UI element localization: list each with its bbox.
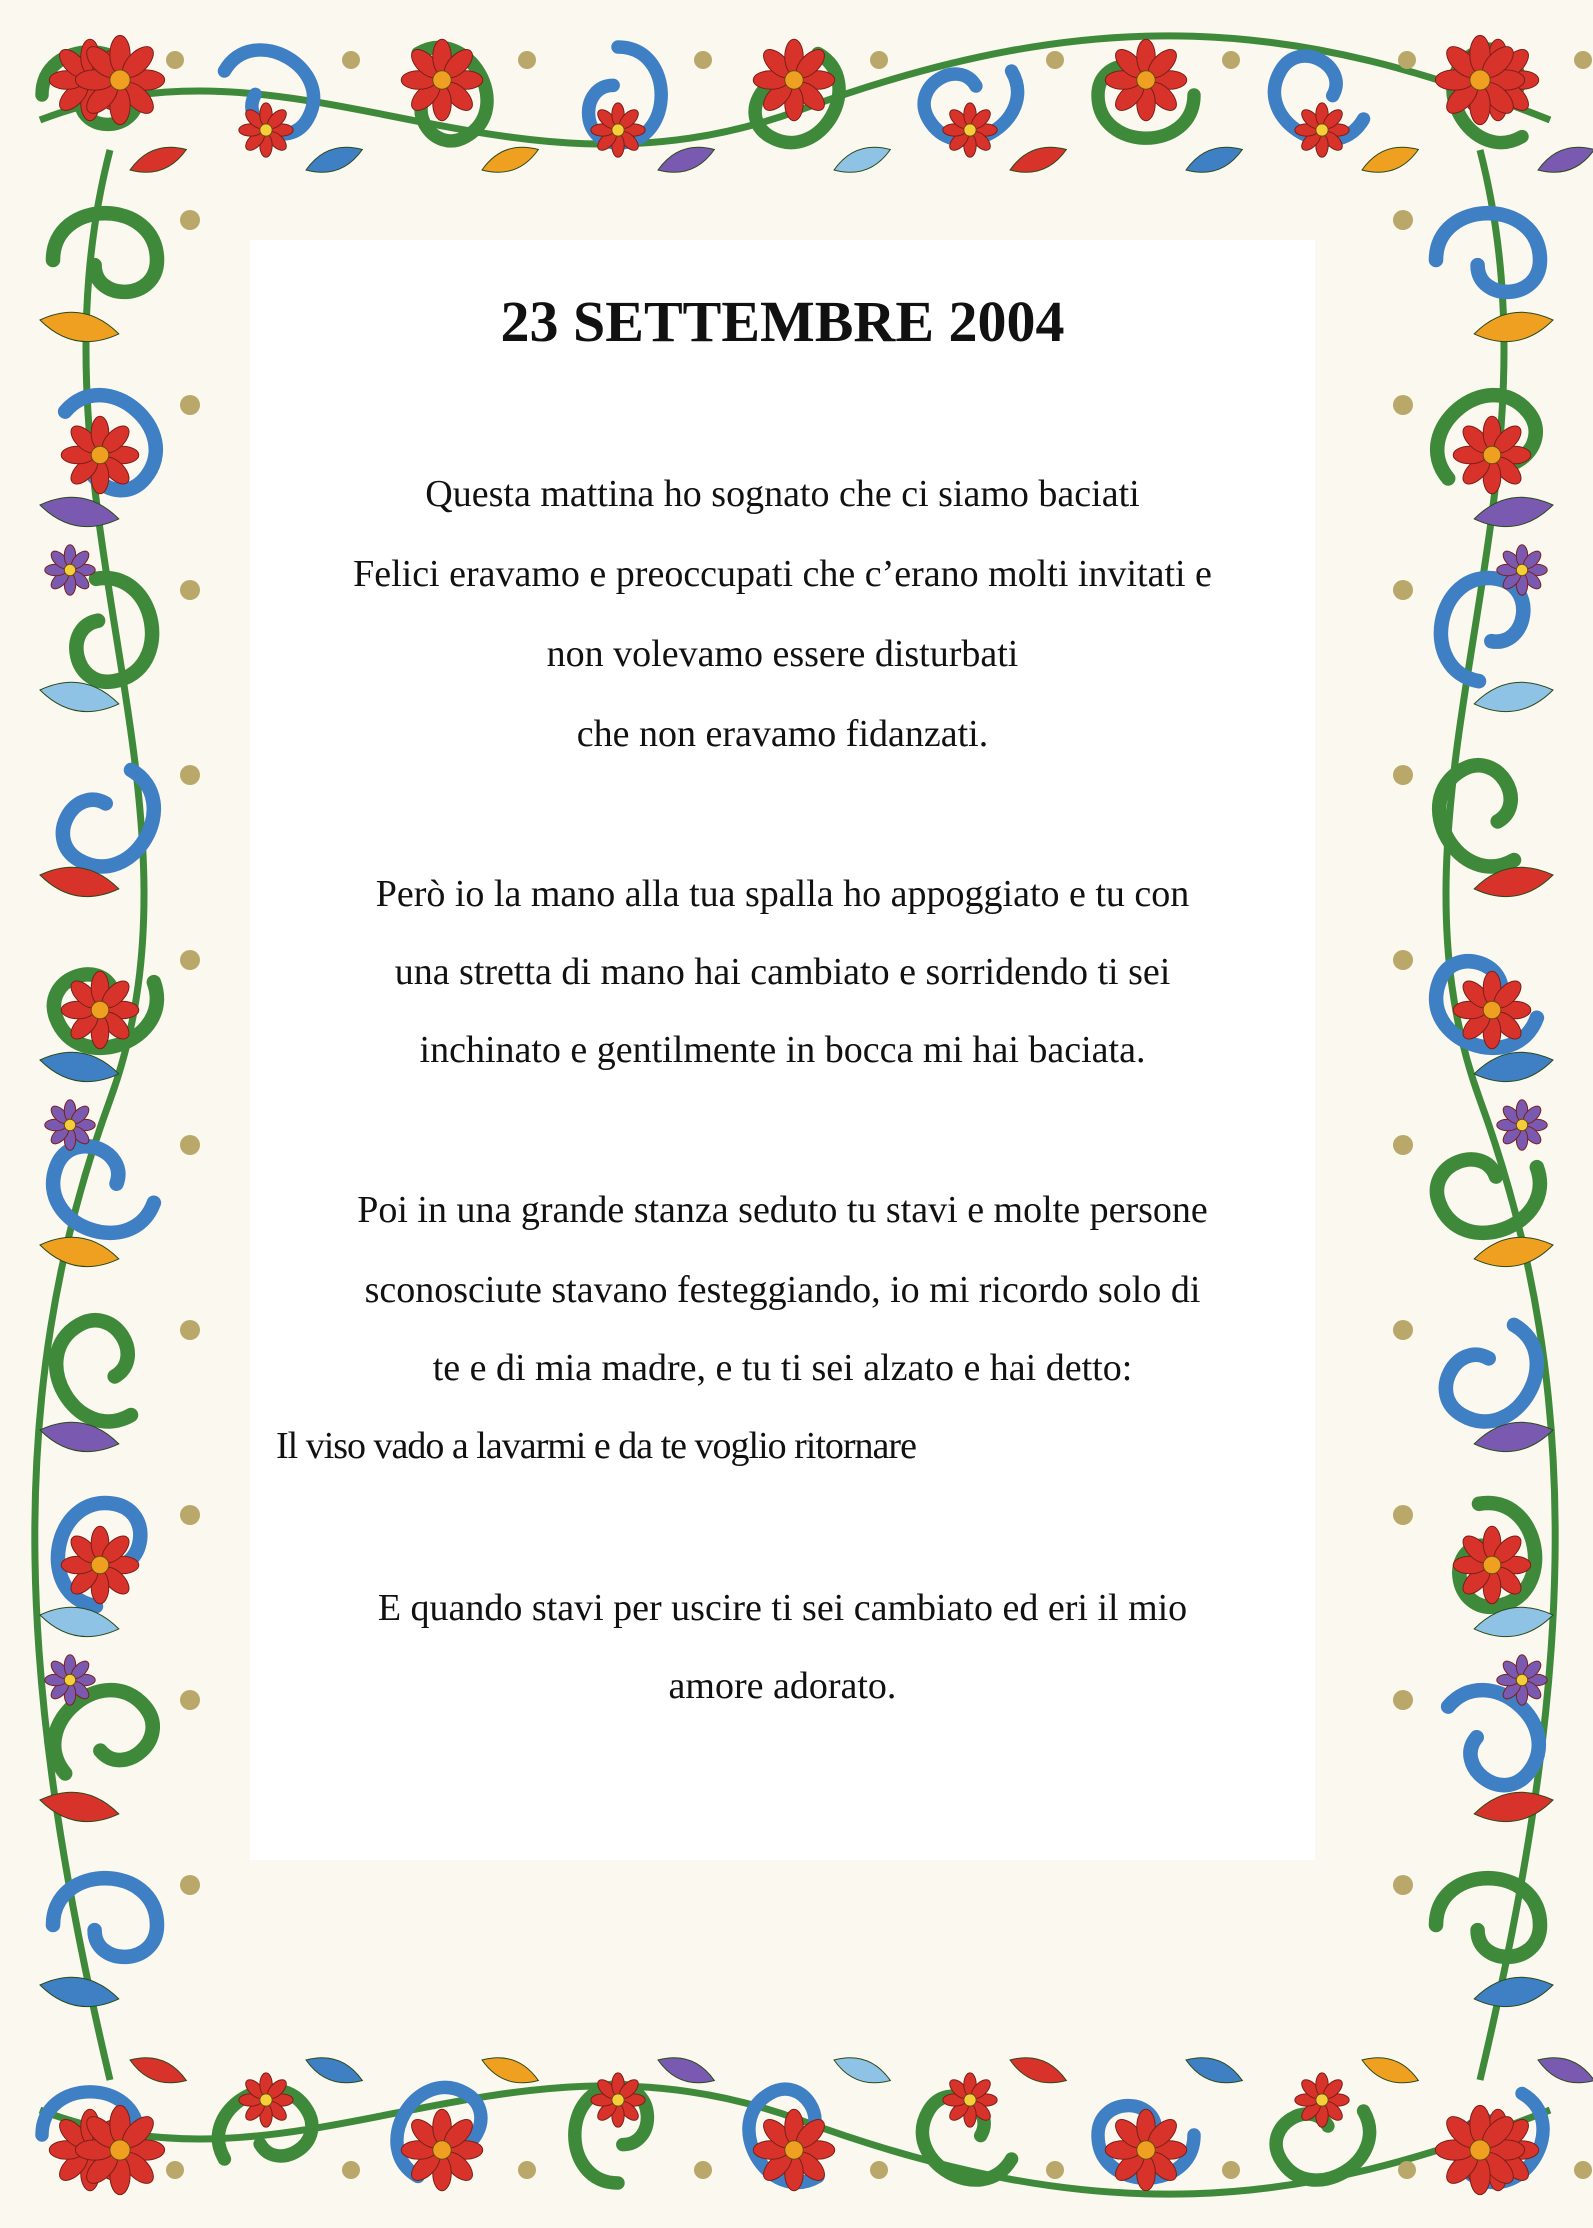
gold-dot [1574, 51, 1592, 69]
poem-line: Felici eravamo e preoccupati che c’erano molti invitati e [353, 553, 1212, 595]
poem-line: Però io la mano alla tua spalla ho appoggiato e tu con [375, 873, 1190, 915]
flower-center [1316, 124, 1328, 136]
gold-dot [342, 2161, 360, 2179]
flower-center [1483, 446, 1501, 464]
flower-center [91, 1001, 109, 1019]
flower-center [1516, 564, 1527, 575]
gold-dot [1393, 1505, 1413, 1525]
gold-dot [180, 395, 200, 415]
flower-center [1470, 70, 1490, 90]
gold-dot [518, 51, 536, 69]
flower-center [110, 2140, 130, 2160]
poem-line: non volevamo essere disturbati [546, 633, 1019, 675]
poem-line: inchinato e gentilmente in bocca mi hai baciata. [419, 1029, 1146, 1071]
flower-center [1137, 2141, 1155, 2159]
flower-center [1483, 1556, 1501, 1574]
flower-center [1137, 71, 1155, 89]
flower-center [433, 2141, 451, 2159]
gold-dot [1393, 395, 1413, 415]
gold-dot [166, 51, 184, 69]
gold-dot [1393, 1320, 1413, 1340]
gold-dot [1398, 51, 1416, 69]
gold-dot [180, 1875, 200, 1895]
gold-dot [694, 51, 712, 69]
flower-center [964, 124, 976, 136]
flower-center [964, 2094, 976, 2106]
flower-center [612, 124, 624, 136]
flower-center [1483, 1001, 1501, 1019]
poem-line: una stretta di mano hai cambiato e sorridendo ti sei [394, 951, 1171, 993]
flower-center [64, 564, 75, 575]
flower-center [1516, 1119, 1527, 1130]
gold-dot [1046, 51, 1064, 69]
gold-dot [1398, 2161, 1416, 2179]
gold-dot [1393, 210, 1413, 230]
gold-dot [180, 950, 200, 970]
gold-dot [180, 1320, 200, 1340]
flower-center [64, 1674, 75, 1685]
gold-dot [1393, 1875, 1413, 1895]
text-panel [250, 240, 1315, 1860]
gold-dot [1393, 1135, 1413, 1155]
gold-dot [180, 580, 200, 600]
gold-dot [180, 765, 200, 785]
gold-dot [166, 2161, 184, 2179]
gold-dot [870, 2161, 888, 2179]
flower-center [433, 71, 451, 89]
gold-dot [1574, 2161, 1592, 2179]
gold-dot [1393, 950, 1413, 970]
gold-dot [180, 1135, 200, 1155]
poem-line: Il viso vado a lavarmi e da te voglio ritornare [276, 1425, 916, 1467]
flower-center [110, 70, 130, 90]
gold-dot [1046, 2161, 1064, 2179]
flower-center [612, 2094, 624, 2106]
poem-line: sconosciute stavano festeggiando, io mi ricordo solo di [364, 1269, 1201, 1311]
flower-center [260, 2094, 272, 2106]
flower-center [1470, 2140, 1490, 2160]
flower-center [785, 71, 803, 89]
flower-center [1316, 2094, 1328, 2106]
gold-dot [870, 51, 888, 69]
gold-dot [1393, 765, 1413, 785]
gold-dot [180, 1690, 200, 1710]
gold-dot [694, 2161, 712, 2179]
flower-center [64, 1119, 75, 1130]
poem-line: E quando stavi per uscire ti sei cambiato ed eri il mio [377, 1587, 1188, 1629]
gold-dot [180, 210, 200, 230]
poem-line: Poi in una grande stanza seduto tu stavi e molte persone [357, 1189, 1208, 1231]
flower-center [1516, 1674, 1527, 1685]
gold-dot [1393, 1690, 1413, 1710]
poem-line: che non eravamo fidanzati. [576, 713, 989, 755]
poem-title: 23 SETTEMBRE 2004 [500, 289, 1065, 354]
poem-line: te e di mia madre, e tu ti sei alzato e hai detto: [432, 1347, 1133, 1389]
flower-center [91, 1556, 109, 1574]
flower-center [91, 446, 109, 464]
gold-dot [1393, 580, 1413, 600]
flower-center [260, 124, 272, 136]
gold-dot [518, 2161, 536, 2179]
gold-dot [180, 1505, 200, 1525]
poem-line: amore adorato. [668, 1665, 897, 1707]
flower-center [785, 2141, 803, 2159]
gold-dot [1222, 2161, 1240, 2179]
gold-dot [1222, 51, 1240, 69]
gold-dot [342, 51, 360, 69]
poem-line: Questa mattina ho sognato che ci siamo baciati [425, 473, 1140, 515]
